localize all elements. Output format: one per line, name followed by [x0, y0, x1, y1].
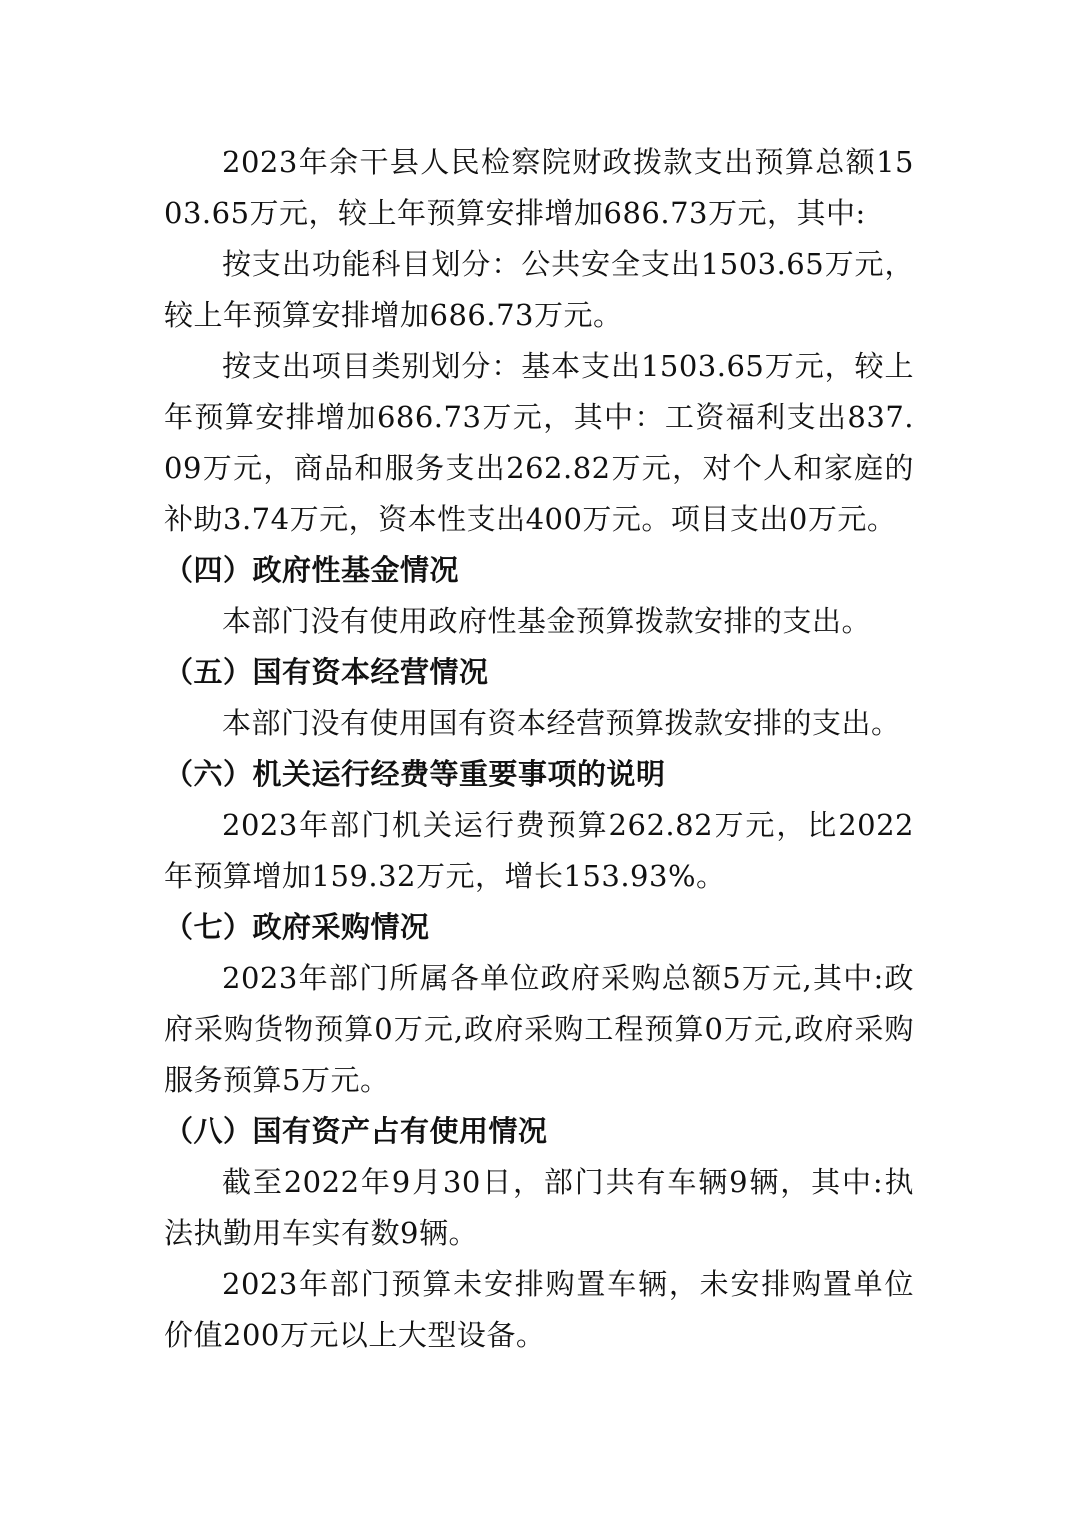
- section-heading-procurement: （七）政府采购情况: [164, 910, 430, 944]
- document-body: [164, 137, 914, 1361]
- paragraph-government-funds: 本部门没有使用政府性基金预算拨款安排的支出。: [222, 604, 872, 638]
- paragraph-state-capital: 本部门没有使用国有资本经营预算拨款安排的支出。: [222, 706, 901, 740]
- paragraph-operating-costs: 2023年部门机关运行费预算262.82万元，比2022年预算增加159.32万元，增长153.93%。: [164, 808, 914, 893]
- paragraph-procurement: 2023年部门所属各单位政府采购总额5万元,其中:政府采购货物预算0万元,政府采购工程预算0万元,政府采购服务预算5万元。: [164, 961, 914, 1097]
- section-heading-state-capital: （五）国有资本经营情况: [164, 655, 489, 689]
- paragraph-functional-classification: 按支出功能科目划分：公共安全支出1503.65万元，较上年预算安排增加686.73万元。: [164, 247, 914, 332]
- paragraph-budget-total: 2023年余干县人民检察院财政拨款支出预算总额1503.65万元，较上年预算安排增加686.73万元，其中:: [164, 145, 914, 230]
- paragraph-item-classification: 按支出项目类别划分：基本支出1503.65万元，较上年预算安排增加686.73万元，其中：工资福利支出837.09万元，商品和服务支出262.82万元，对个人和家庭的补助3.74万元，资本性支出400万元。项目支出0万元。: [164, 349, 914, 536]
- paragraph-equipment-purchase: 2023年部门预算未安排购置车辆，未安排购置单位价值200万元以上大型设备。: [164, 1267, 914, 1352]
- section-heading-government-funds: （四）政府性基金情况: [164, 553, 460, 587]
- section-heading-operating-costs: （六）机关运行经费等重要事项的说明: [164, 757, 666, 791]
- paragraph-vehicles: 截至2022年9月30日，部门共有车辆9辆，其中:执法执勤用车实有数9辆。: [164, 1165, 914, 1250]
- section-heading-state-assets: （八）国有资产占有使用情况: [164, 1114, 548, 1148]
